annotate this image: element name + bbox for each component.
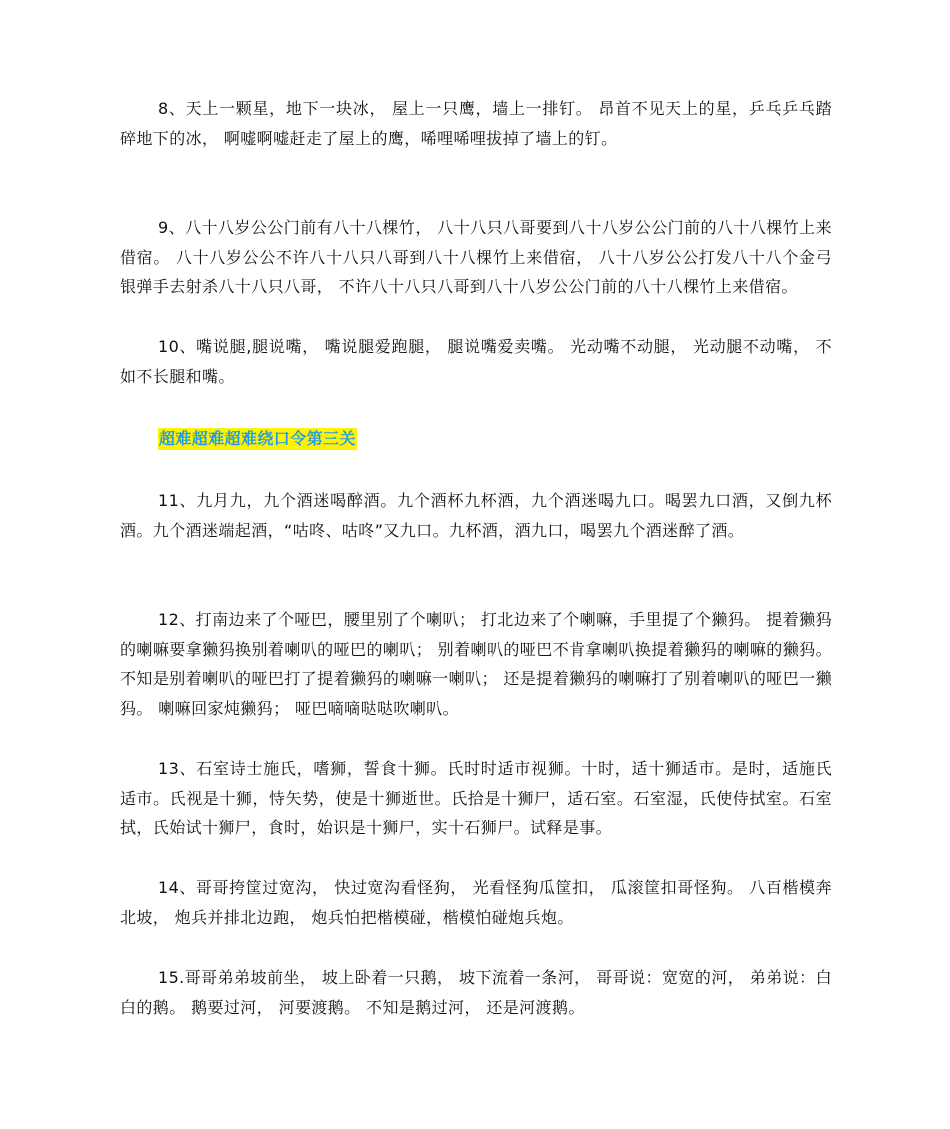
tongue-twister-14: 14、哥哥挎筐过宽沟， 快过宽沟看怪狗， 光看怪狗瓜筐扣， 瓜滚筐扣哥怪狗。 八百楷模奔北坡， 炮兵并排北边跑， 炮兵怕把楷模碰，楷模怕碰炮兵炮。 [120,878,832,927]
tongue-twister-11: 11、九月九，九个酒迷喝醉酒。九个酒杯九杯酒，九个酒迷喝九口。喝罢九口酒，又倒九杯酒。九个酒迷端起酒，“咕咚、咕咚”又九口。九杯酒，酒九口，喝罢九个酒迷醉了酒。 [120,491,832,540]
tongue-twister-10: 10、嘴说腿,腿说嘴， 嘴说腿爱跑腿， 腿说嘴爱卖嘴。 光动嘴不动腿， 光动腿不动嘴， 不如不长腿和嘴。 [120,337,832,386]
tongue-twister-13: 13、石室诗士施氏，嗜狮，誓食十狮。氏时时适市视狮。十时，适十狮适市。是时，适施氏适市。氏视是十狮，恃矢势，使是十狮逝世。氏拾是十狮尸，适石室。石室湿，氏使侍拭室。石室拭，氏始试十狮尸，食时，始识是十狮尸，实十石狮尸。试释是事。 [120,759,832,837]
tongue-twister-12: 12、打南边来了个哑巴，腰里别了个喇叭； 打北边来了个喇嘛，手里提了个獭犸。 提着獭犸的喇嘛要拿獭犸换别着喇叭的哑巴的喇叭； 别着喇叭的哑巴不肯拿喇叭换提着獭犸的喇嘛的獭犸。 不知是别着喇叭的哑巴打了提着獭犸的喇嘛一喇叭； 还是提着獭犸的喇嘛打了别着喇叭的哑巴一獭犸。 喇嘛回家炖獭犸； 哑巴嘀嘀哒哒吹喇叭。 [120,610,832,718]
tongue-twister-8: 8、天上一颗星，地下一块冰， 屋上一只鹰，墙上一排钉。 昂首不见天上的星，乒乓乒乓踏碎地下的冰， 啊嘘啊嘘赶走了屋上的鹰，唏哩唏哩拔掉了墙上的钉。 [120,99,832,148]
section-heading: 超难超难超难绕口令第三关 [159,429,356,448]
tongue-twister-9: 9、八十八岁公公门前有八十八棵竹， 八十八只八哥要到八十八岁公公门前的八十八棵竹上来借宿。 八十八岁公公不许八十八只八哥到八十八棵竹上来借宿， 八十八岁公公打发八十八个金弓银弹手去射杀八十八只八哥， 不许八十八只八哥到八十八岁公公门前的八十八棵竹上来借宿。 [120,218,832,296]
tongue-twister-15: 15.哥哥弟弟坡前坐， 坡上卧着一只鹅， 坡下流着一条河， 哥哥说：宽宽的河， 弟弟说：白白的鹅。 鹅要过河， 河要渡鹅。 不知是鹅过河， 还是河渡鹅。 [120,968,832,1017]
